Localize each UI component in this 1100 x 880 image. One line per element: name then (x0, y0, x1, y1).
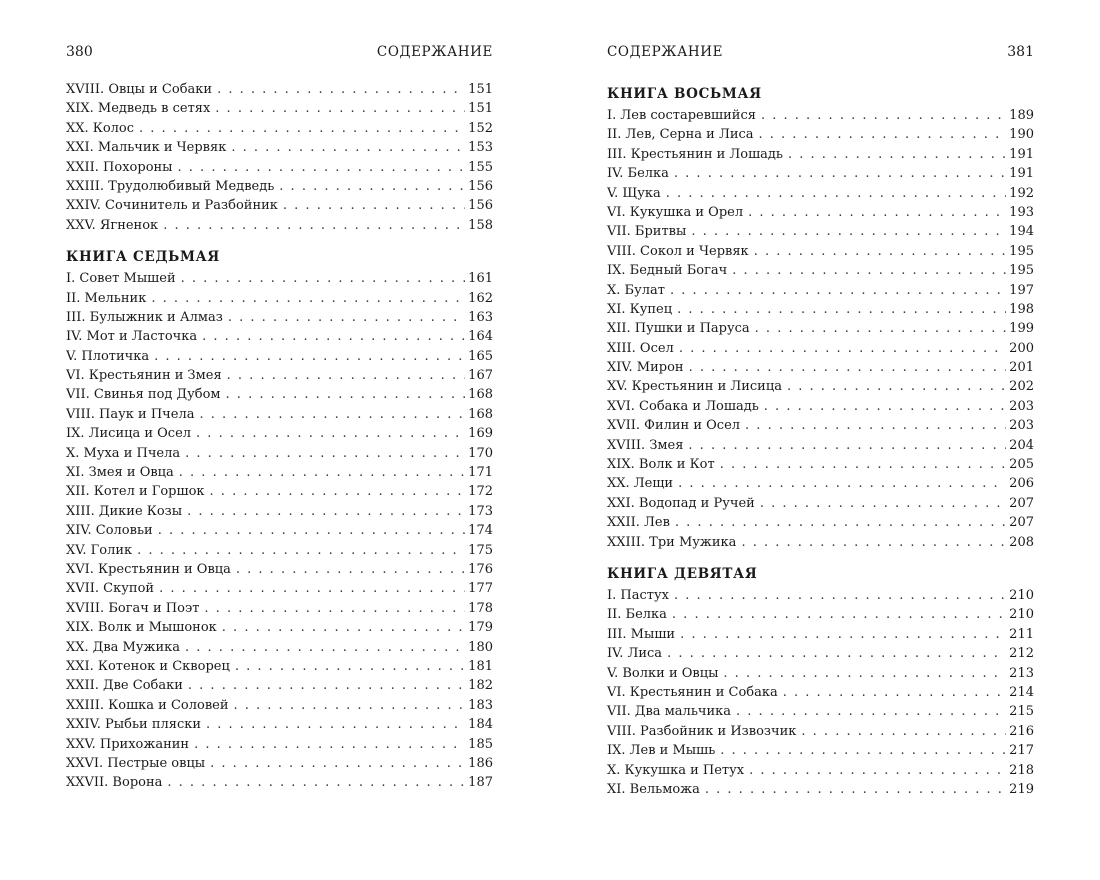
toc-entry-page: 193 (1009, 204, 1034, 220)
toc-entry-page: 214 (1009, 684, 1034, 700)
dot-leader (179, 463, 465, 482)
toc-entry (66, 119, 493, 138)
toc-entry (607, 625, 1034, 644)
dot-leader (185, 638, 465, 657)
toc-entry-page: 216 (1009, 723, 1034, 739)
toc-entry (66, 463, 493, 482)
toc-entry-page: 217 (1009, 743, 1034, 759)
dot-leader (231, 138, 465, 157)
toc-entry-page: 152 (468, 120, 493, 136)
toc-entry (66, 366, 493, 385)
toc-entry (607, 513, 1034, 532)
toc-entry-title: VIII. Сокол и Червяк (607, 243, 749, 259)
toc-entry (607, 300, 1034, 319)
section-gap (66, 235, 493, 245)
toc-entry-page: 161 (468, 271, 493, 287)
toc-entry (66, 482, 493, 501)
toc-entry-page: 179 (468, 620, 493, 636)
dot-leader (185, 444, 465, 463)
dot-leader (760, 494, 1006, 513)
toc-entry (607, 780, 1034, 799)
dot-leader (723, 664, 1006, 683)
toc-entry (607, 377, 1034, 396)
dot-leader (680, 625, 1006, 644)
toc-entry-page: 175 (468, 542, 493, 558)
toc-entry-title: XVI. Крестьянин и Овца (66, 561, 231, 577)
toc-entry (66, 754, 493, 773)
toc-entry (607, 455, 1034, 474)
toc-entry (66, 99, 493, 118)
dot-leader (235, 657, 465, 676)
toc-entry-title: IX. Лисица и Осел (66, 426, 192, 442)
toc-entry (66, 405, 493, 424)
dot-leader (187, 502, 465, 521)
dot-leader (755, 319, 1007, 338)
toc-entry-page: 195 (1009, 263, 1034, 279)
toc-entry-page: 203 (1009, 398, 1034, 414)
toc-entry (607, 184, 1034, 203)
dot-leader (163, 216, 465, 235)
toc-entry-page: 178 (468, 600, 493, 616)
toc-entry (607, 722, 1034, 741)
toc-entry-title: I. Совет Мышей (66, 271, 176, 287)
toc-entry-page: 187 (468, 775, 493, 791)
toc-entry-title: XIV. Мирон (607, 360, 684, 376)
toc-entry (66, 347, 493, 366)
toc-entry (607, 242, 1034, 261)
toc-entry-page: 168 (468, 387, 493, 403)
dot-leader (736, 702, 1006, 721)
dot-leader (178, 158, 466, 177)
toc-entry-title: IX. Лев и Мышь (607, 743, 716, 759)
toc-entry (607, 319, 1034, 338)
dot-leader (667, 644, 1006, 663)
toc-entry-title: VII. Два мальчика (607, 704, 732, 720)
toc-entry-page: 212 (1009, 646, 1034, 662)
toc-entry-page: 192 (1009, 185, 1034, 201)
toc-entry (66, 158, 493, 177)
toc-entry-title: VIII. Разбойник и Извозчик (607, 723, 797, 739)
dot-leader (234, 696, 466, 715)
running-head (607, 44, 1034, 62)
dot-leader (705, 780, 1006, 799)
toc-entry (66, 177, 493, 196)
toc-entry-title: II. Белка (607, 607, 667, 623)
toc-entry (66, 289, 493, 308)
left-page (66, 0, 493, 880)
toc-entry-page: 195 (1009, 243, 1034, 259)
dot-leader (675, 513, 1006, 532)
toc-entry (607, 281, 1034, 300)
toc-entry-title: XXV. Прихожанин (66, 736, 190, 752)
toc-entry-page: 177 (468, 581, 493, 597)
toc-entry (607, 644, 1034, 663)
toc-entry-page: 180 (468, 639, 493, 655)
toc-entry-page: 153 (468, 140, 493, 156)
toc-entry-title: XIV. Соловьи (66, 523, 153, 539)
toc-entry (66, 196, 493, 215)
toc-entry-title: I. Лев состаревшийся (607, 108, 756, 123)
dot-leader (226, 385, 466, 404)
toc-entry-title: XXII. Лев (607, 515, 670, 531)
toc-entry (607, 436, 1034, 455)
toc-entry-page: 169 (468, 426, 493, 442)
toc-entry-title: XI. Вельможа (607, 781, 700, 797)
toc-entry-title: VI. Крестьянин и Змея (66, 368, 222, 384)
toc-entry-title: II. Лев, Серна и Лиса (607, 127, 754, 143)
dot-leader (279, 177, 465, 196)
toc-entry-title: X. Булат (607, 282, 665, 298)
toc-entry (66, 80, 493, 99)
toc-entry-title: XIII. Осел (607, 340, 674, 356)
toc-entry (607, 474, 1034, 493)
toc-entry-title: I. Пастух (607, 587, 669, 603)
toc-entry-title: X. Муха и Пчела (66, 445, 181, 461)
toc-entry-title: II. Мельник (66, 290, 147, 306)
toc-entry-page: 213 (1009, 665, 1034, 681)
toc-entry-page: 191 (1009, 146, 1034, 162)
toc-entry-page: 185 (468, 736, 493, 752)
toc-entry-page: 219 (1009, 781, 1034, 797)
dot-leader (194, 735, 465, 754)
toc-entry-page: 170 (468, 445, 493, 461)
toc-entry-title: III. Крестьянин и Лошадь (607, 146, 784, 162)
dot-leader (678, 474, 1006, 493)
toc-entry (66, 308, 493, 327)
toc-entry-page: 189 (1009, 108, 1034, 123)
toc-entry-title: IV. Лиса (607, 646, 663, 662)
toc-entry-page: 191 (1009, 166, 1034, 182)
toc-entry-title: XVII. Филин и Осел (607, 418, 741, 434)
dot-leader (679, 339, 1006, 358)
toc-entry (66, 638, 493, 657)
dot-leader (210, 754, 465, 773)
toc-entry-page: 172 (468, 484, 493, 500)
toc-entry (607, 605, 1034, 624)
dot-leader (181, 269, 466, 288)
toc-entry (66, 657, 493, 676)
toc-entry (607, 125, 1034, 144)
toc-entry-page: 156 (468, 198, 493, 214)
toc-entry (66, 502, 493, 521)
toc-content (607, 82, 1034, 799)
page-number: 381 (1007, 44, 1034, 60)
toc-entry-list (607, 586, 1034, 799)
toc-entry-page: 171 (468, 465, 493, 481)
toc-entry-title: III. Мыши (607, 626, 676, 642)
toc-entry (66, 327, 493, 346)
toc-entry-page: 168 (468, 406, 493, 422)
toc-entry-page: 210 (1009, 607, 1034, 623)
toc-entry (66, 138, 493, 157)
toc-entry-title: XX. Колос (66, 120, 135, 136)
toc-entry-title: VIII. Паук и Пчела (66, 406, 195, 422)
toc-entry-page: 200 (1009, 340, 1034, 356)
toc-entry (607, 106, 1034, 125)
dot-leader (227, 366, 466, 385)
dot-leader (720, 455, 1006, 474)
toc-entry-title: XVIII. Змея (607, 437, 684, 453)
toc-entry (607, 664, 1034, 683)
toc-entry-page: 184 (468, 717, 493, 733)
toc-entry (607, 416, 1034, 435)
dot-leader (151, 289, 465, 308)
toc-entry-title: XXV. Ягненок (66, 217, 159, 233)
dot-leader (154, 347, 465, 366)
dot-leader (677, 300, 1006, 319)
section-heading: КНИГА СЕДЬМАЯ (66, 249, 220, 266)
toc-entry-page: 207 (1009, 495, 1034, 511)
dot-leader (137, 541, 465, 560)
toc-entry-title: XXIV. Рыбьи пляски (66, 717, 202, 733)
dot-leader (159, 579, 465, 598)
toc-entry-title: XX. Два Мужика (66, 639, 181, 655)
toc-entry (607, 203, 1034, 222)
dot-leader (741, 533, 1006, 552)
toc-entry-page: 203 (1009, 418, 1034, 434)
toc-entry-page: 190 (1009, 127, 1034, 143)
toc-entry (607, 741, 1034, 760)
toc-entry-page: 202 (1009, 379, 1034, 395)
dot-leader (674, 586, 1006, 605)
toc-entry (607, 397, 1034, 416)
toc-entry-page: 208 (1009, 534, 1034, 550)
section-heading: КНИГА ДЕВЯТАЯ (607, 565, 758, 582)
running-head (66, 44, 493, 62)
toc-entry-title: XIII. Дикие Козы (66, 503, 183, 519)
dot-leader (732, 261, 1006, 280)
toc-entry-title: XIX. Волк и Кот (607, 457, 715, 473)
toc-entry-title: XX. Лещи (607, 476, 674, 492)
dot-leader (761, 106, 1006, 125)
dot-leader (759, 125, 1007, 144)
dot-leader (748, 203, 1006, 222)
dot-leader (754, 242, 1006, 261)
toc-entry (66, 269, 493, 288)
toc-entry-page: 165 (468, 348, 493, 364)
dot-leader (691, 222, 1006, 241)
dot-leader (158, 521, 465, 540)
dot-leader (689, 358, 1007, 377)
toc-entry-page: 207 (1009, 515, 1034, 531)
dot-leader (283, 196, 465, 215)
toc-entry-title: VI. Кукушка и Орел (607, 204, 744, 220)
page-number: 380 (66, 44, 93, 60)
toc-entry (607, 222, 1034, 241)
toc-entry-title: XXII. Похороны (66, 159, 173, 175)
toc-entry-title: VI. Крестьянин и Собака (607, 684, 778, 700)
toc-entry (66, 385, 493, 404)
toc-entry-page: 164 (468, 329, 493, 345)
toc-entry-title: XXI. Мальчик и Червяк (66, 140, 227, 156)
dot-leader (199, 405, 465, 424)
toc-entry (66, 773, 493, 792)
dot-leader (188, 676, 465, 695)
dot-leader (787, 377, 1006, 396)
toc-entry-page: 158 (468, 217, 493, 233)
toc-entry-title: XVIII. Овцы и Собаки (66, 82, 213, 97)
toc-entry (607, 683, 1034, 702)
toc-entry (607, 358, 1034, 377)
toc-entry-title: V. Плотичка (66, 348, 150, 364)
dot-leader (788, 145, 1006, 164)
toc-entry-page: 218 (1009, 762, 1034, 778)
toc-entry-title: XII. Пушки и Паруса (607, 321, 750, 337)
toc-entry (66, 424, 493, 443)
toc-entry-title: XII. Котел и Горшок (66, 484, 205, 500)
toc-entry-list (66, 80, 493, 235)
toc-entry-title: XXIV. Сочинитель и Разбойник (66, 198, 278, 214)
toc-entry-page: 215 (1009, 704, 1034, 720)
toc-entry-title: V. Щука (607, 185, 661, 201)
toc-entry (66, 579, 493, 598)
dot-leader (222, 618, 465, 637)
dot-leader (236, 560, 465, 579)
toc-entry-title: XXVI. Пестрые овцы (66, 755, 206, 771)
toc-entry-page: 186 (468, 755, 493, 771)
dot-leader (215, 99, 465, 118)
toc-entry (66, 696, 493, 715)
toc-entry-page: 167 (468, 368, 493, 384)
toc-entry (66, 715, 493, 734)
toc-entry-title: XI. Змея и Овца (66, 465, 174, 481)
toc-entry-title: XIX. Волк и Мышонок (66, 620, 217, 636)
toc-entry (66, 735, 493, 754)
toc-entry-page: 199 (1009, 321, 1034, 337)
toc-entry (607, 761, 1034, 780)
dot-leader (139, 119, 465, 138)
dot-leader (196, 424, 465, 443)
toc-entry-page: 163 (468, 309, 493, 325)
toc-entry-page: 162 (468, 290, 493, 306)
toc-entry-list (66, 269, 493, 793)
toc-content (66, 80, 493, 793)
dot-leader (202, 327, 465, 346)
toc-entry (66, 444, 493, 463)
toc-entry-page: 182 (468, 678, 493, 694)
running-title: СОДЕРЖАНИЕ (607, 44, 724, 60)
toc-entry (66, 216, 493, 235)
toc-entry-page: 211 (1009, 626, 1034, 642)
section-heading: КНИГА ВОСЬМАЯ (607, 86, 762, 102)
toc-entry-page: 155 (468, 159, 493, 175)
toc-entry (607, 145, 1034, 164)
dot-leader (674, 164, 1006, 183)
toc-entry (66, 521, 493, 540)
dot-leader (749, 761, 1006, 780)
toc-entry-title: XXIII. Трудолюбивый Медведь (66, 178, 275, 194)
toc-entry-title: XVIII. Богач и Поэт (66, 600, 200, 616)
dot-leader (670, 281, 1006, 300)
dot-leader (204, 599, 465, 618)
toc-entry-title: XVI. Собака и Лошадь (607, 398, 759, 414)
toc-entry-title: XXII. Две Собаки (66, 678, 183, 694)
toc-entry-page: 210 (1009, 587, 1034, 603)
toc-entry-list (607, 106, 1034, 552)
toc-entry-page: 201 (1009, 360, 1034, 376)
toc-entry-title: IV. Белка (607, 166, 669, 182)
toc-entry-page: 173 (468, 503, 493, 519)
running-title: СОДЕРЖАНИЕ (376, 44, 493, 60)
dot-leader (167, 773, 465, 792)
dot-leader (783, 683, 1006, 702)
toc-entry-page: 156 (468, 178, 493, 194)
toc-entry (607, 164, 1034, 183)
toc-entry-title: XXI. Котенок и Скворец (66, 658, 230, 674)
toc-entry (607, 586, 1034, 605)
toc-entry-page: 204 (1009, 437, 1034, 453)
toc-entry-title: X. Кукушка и Петух (607, 762, 745, 778)
dot-leader (801, 722, 1006, 741)
dot-leader (688, 436, 1006, 455)
dot-leader (745, 416, 1006, 435)
dot-leader (210, 482, 466, 501)
toc-entry-title: XXIII. Кошка и Соловей (66, 697, 229, 713)
toc-entry-title: XV. Крестьянин и Лисица (607, 379, 782, 395)
toc-entry-page: 151 (468, 101, 493, 117)
toc-entry-title: XV. Голик (66, 542, 133, 558)
toc-entry-page: 151 (468, 82, 493, 97)
toc-entry-title: XIX. Медведь в сетях (66, 101, 211, 117)
toc-entry-page: 174 (468, 523, 493, 539)
toc-entry (607, 702, 1034, 721)
toc-entry-title: V. Волки и Овцы (607, 665, 719, 681)
toc-entry-title: VII. Свинья под Дубом (66, 387, 221, 403)
toc-entry-page: 197 (1009, 282, 1034, 298)
toc-entry-page: 194 (1009, 224, 1034, 240)
dot-leader (228, 308, 465, 327)
toc-entry-title: VII. Бритвы (607, 224, 687, 240)
toc-entry-page: 206 (1009, 476, 1034, 492)
toc-entry (607, 261, 1034, 280)
toc-entry (66, 541, 493, 560)
toc-entry-page: 176 (468, 561, 493, 577)
toc-entry-title: XI. Купец (607, 301, 673, 317)
toc-entry (66, 676, 493, 695)
toc-entry-page: 181 (468, 658, 493, 674)
dot-leader (720, 741, 1006, 760)
toc-entry-title: XXIII. Три Мужика (607, 534, 737, 550)
dot-leader (666, 184, 1006, 203)
section-gap (607, 552, 1034, 562)
toc-entry (607, 533, 1034, 552)
toc-entry-page: 183 (468, 697, 493, 713)
toc-entry-title: III. Булыжник и Алмаз (66, 309, 223, 325)
dot-leader (672, 605, 1006, 624)
toc-entry-title: IX. Бедный Богач (607, 263, 728, 279)
toc-entry-title: XXVII. Ворона (66, 775, 163, 791)
dot-leader (217, 80, 465, 99)
right-page (607, 0, 1034, 880)
toc-entry-title: XXI. Водопад и Ручей (607, 495, 755, 511)
toc-entry (607, 494, 1034, 513)
dot-leader (206, 715, 465, 734)
dot-leader (764, 397, 1006, 416)
toc-entry-title: IV. Мот и Ласточка (66, 329, 198, 345)
toc-entry (66, 599, 493, 618)
toc-entry (607, 339, 1034, 358)
toc-entry-page: 205 (1009, 457, 1034, 473)
toc-entry-page: 198 (1009, 301, 1034, 317)
toc-entry (66, 618, 493, 637)
toc-entry-title: XVII. Скупой (66, 581, 155, 597)
toc-entry (66, 560, 493, 579)
